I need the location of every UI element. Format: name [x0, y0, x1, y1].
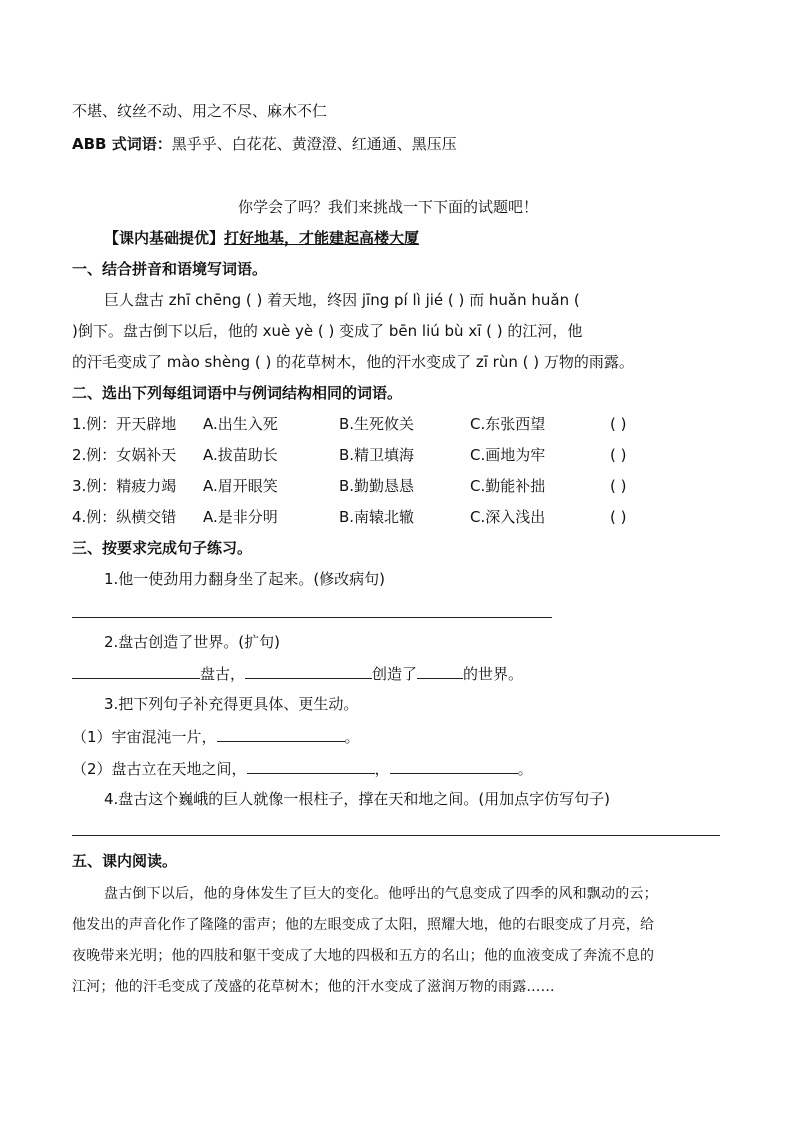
option-c[interactable]: C.勤能补拙	[470, 477, 546, 495]
blank-6[interactable]	[390, 758, 518, 774]
q2-example: 4.例：纵横交错	[72, 508, 177, 526]
option-a[interactable]: A.出生入死	[203, 415, 278, 433]
section-header	[104, 228, 419, 248]
intro-line: 不堪、纹丝不动、用之不尽、麻木不仁	[72, 102, 328, 120]
option-b[interactable]: B.南辕北辙	[339, 508, 415, 526]
section-bracket: 【课内基础提优】	[104, 229, 225, 247]
q3-sentence-3: 3.把下列句子补充得更具体、更生动。	[104, 695, 359, 713]
q3-3-2-end: 。	[517, 760, 533, 778]
abb-label: ABB 式词语：	[72, 135, 172, 153]
answer-line[interactable]	[72, 835, 720, 836]
q3-3-2-label: （2）盘古立在天地之间，	[72, 760, 247, 778]
fill-text-c: 的世界。	[463, 665, 524, 683]
section-motto: 打好地基，才能建起高楼大厦	[224, 229, 420, 247]
q3-3-1-label: （1）宇宙混沌一片，	[72, 728, 217, 746]
fill-text-a: 盘古，	[200, 665, 246, 683]
q2-example: 2.例：女娲补天	[72, 446, 177, 464]
q1-line2: )倒下。盘古倒下以后，他的 xuè yè ( ) 变成了 bēn liú bù xī ( ) 的江河，他	[72, 322, 583, 340]
option-c[interactable]: C.东张西望	[470, 415, 546, 433]
q3-3-2	[72, 758, 533, 779]
blank-3[interactable]	[417, 663, 463, 679]
answer-paren[interactable]: ( )	[610, 446, 627, 464]
q3-title: 三、按要求完成句子练习。	[72, 539, 253, 557]
q2-row	[72, 414, 712, 434]
challenge-text: 你学会了吗？我们来挑战一下下面的试题吧！	[238, 198, 539, 216]
q3-sentence-4: 4.盘古这个巍峨的巨人就像一根柱子，撑在天和地之间。(用加点字仿写句子)	[104, 790, 611, 808]
answer-paren[interactable]: ( )	[610, 508, 627, 526]
blank-1[interactable]	[72, 663, 200, 679]
answer-paren[interactable]: ( )	[610, 477, 627, 495]
option-b[interactable]: B.生死攸关	[339, 415, 415, 433]
fill-text-b: 创造了	[372, 665, 418, 683]
q2-title: 二、选出下列每组词语中与例词结构相同的词语。	[72, 384, 403, 402]
q3-sentence-2: 2.盘古创造了世界。(扩句)	[104, 633, 281, 651]
option-b[interactable]: B.精卫填海	[339, 446, 415, 464]
q3-3-2-mid: ，	[374, 760, 390, 778]
reading-line: 江河；他的汗毛变成了茂盛的花草树木；他的汗水变成了滋润万物的雨露……	[72, 979, 555, 995]
q2-example: 3.例：精疲力竭	[72, 477, 177, 495]
abb-words: 黑乎乎、白花花、黄澄澄、红通通、黑压压	[171, 135, 457, 153]
abb-words-line	[72, 134, 457, 154]
answer-paren[interactable]: ( )	[610, 415, 627, 433]
q5-title: 五、课内阅读。	[72, 852, 178, 870]
option-a[interactable]: A.拔苗助长	[203, 446, 278, 464]
reading-line: 夜晚带来光明；他的四肢和躯干变成了大地的四极和五方的名山；他的血液变成了奔流不息的	[72, 948, 655, 964]
q3-3-1-end: 。	[344, 728, 360, 746]
option-a[interactable]: A.眉开眼笑	[203, 477, 278, 495]
q2-row	[72, 476, 712, 496]
q2-row	[72, 445, 712, 465]
q3-sentence-1: 1.他一使劲用力翻身坐了起来。(修改病句)	[104, 570, 386, 588]
option-a[interactable]: A.是非分明	[203, 508, 278, 526]
q3-3-1	[72, 726, 360, 747]
blank-5[interactable]	[247, 758, 375, 774]
q1-line1: 巨人盘古 zhī chēng ( ) 着天地，终因 jīng pí lì jié ( ) 而 huǎn huǎn (	[104, 291, 580, 309]
answer-line[interactable]	[72, 617, 552, 618]
reading-line: 盘古倒下以后，他的身体发生了巨大的变化。他呼出的气息变成了四季的风和飘动的云；	[104, 886, 658, 902]
option-b[interactable]: B.勤勤恳恳	[339, 477, 415, 495]
q2-example: 1.例：开天辟地	[72, 415, 177, 433]
q3-expand-line	[72, 663, 523, 684]
blank-2[interactable]	[245, 663, 372, 679]
reading-line: 他发出的声音化作了隆隆的雷声；他的左眼变成了太阳，照耀大地，他的右眼变成了月亮，给	[72, 917, 655, 933]
option-c[interactable]: C.画地为牢	[470, 446, 546, 464]
q2-row	[72, 507, 712, 527]
option-c[interactable]: C.深入浅出	[470, 508, 546, 526]
q1-line3: 的汗毛变成了 mào shèng ( ) 的花草树木，他的汗水变成了 zī rùn ( ) 万物的雨露。	[72, 353, 634, 371]
q1-title: 一、结合拼音和语境写词语。	[72, 260, 268, 278]
blank-4[interactable]	[217, 726, 345, 742]
